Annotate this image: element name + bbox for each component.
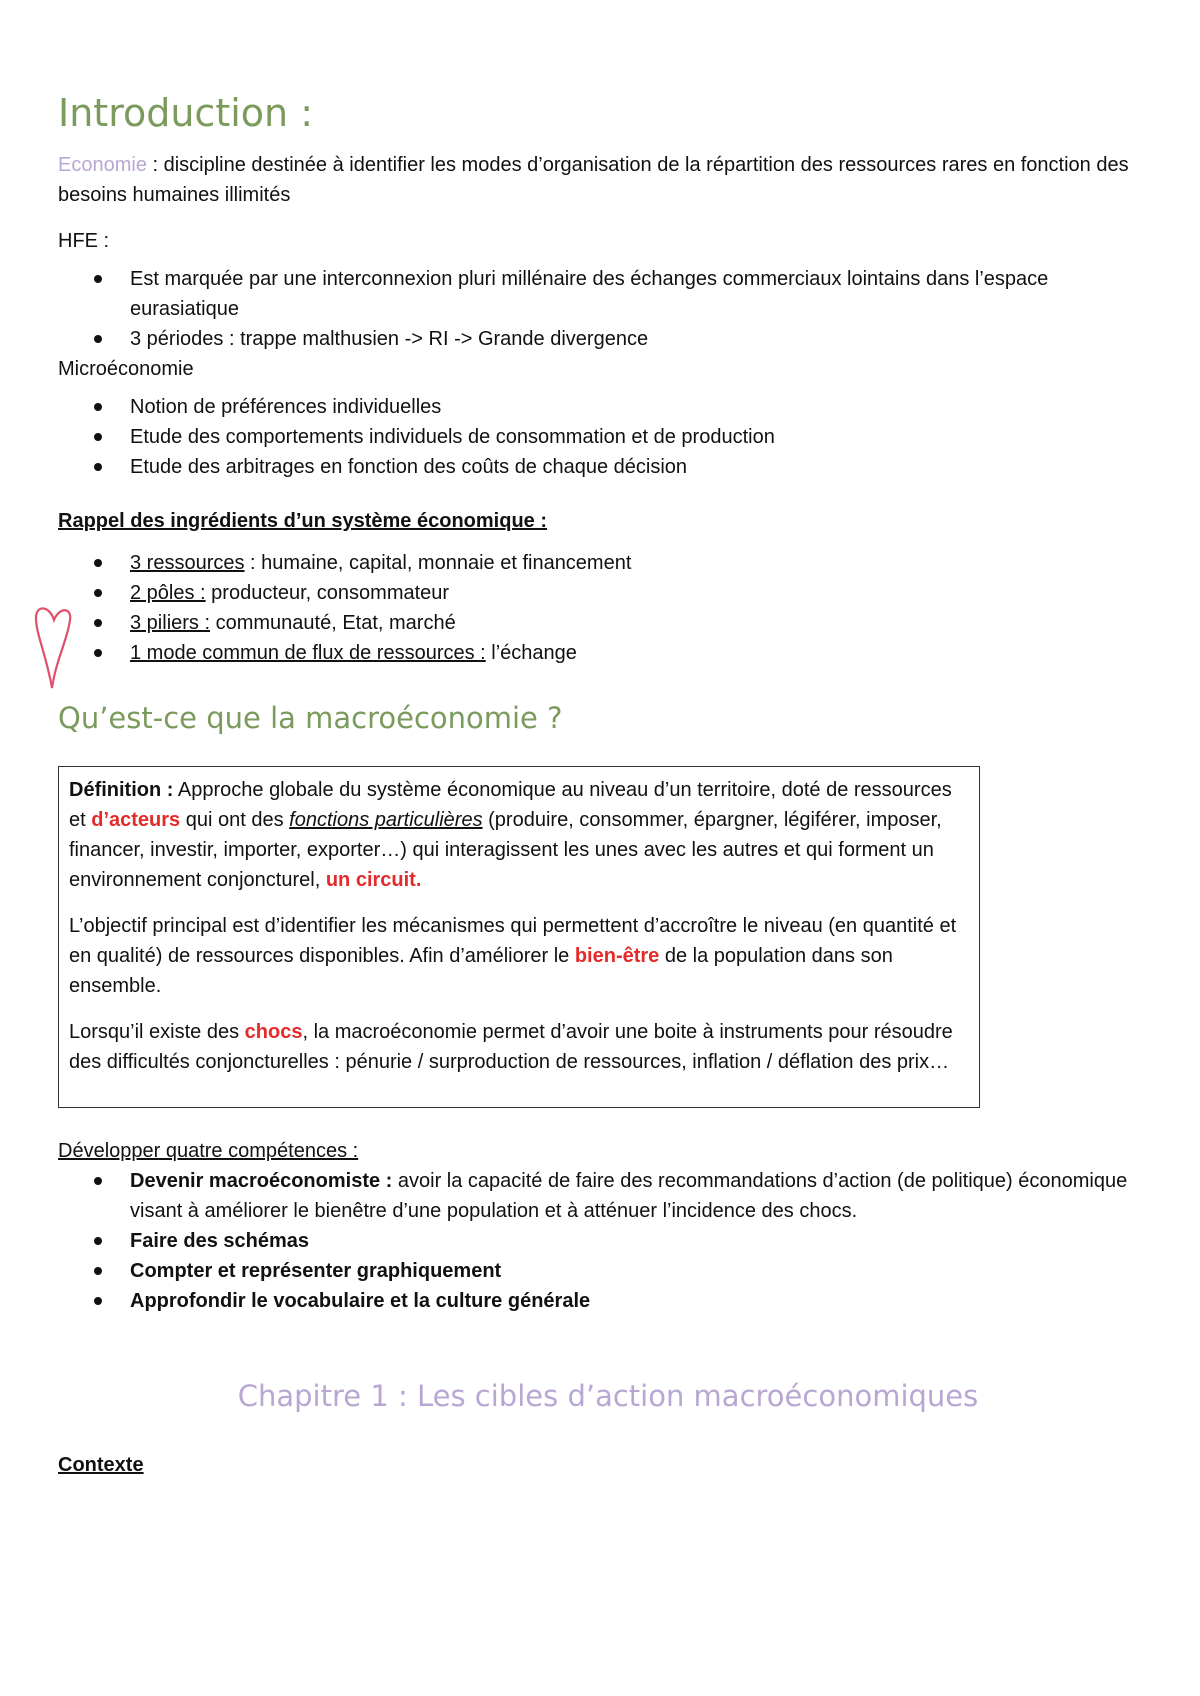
objective-text: L’objectif principal est d’identifier les mécanismes qui permettent d’accroître le niveau (en quantité et en qualité) de ressources disponibles. Afin d’améliorer le	[69, 915, 957, 967]
list-item: Est marquée par une interconnexion pluri millénaire des échanges commerciaux lointains dans l’espace eurasiatique	[130, 264, 1158, 324]
list-item: Etude des comportements individuels de consommation et de production	[130, 422, 1158, 452]
emphasis-fonctions: fonctions particulières	[289, 809, 483, 831]
rappel-list	[58, 548, 1158, 668]
objective-paragraph	[69, 911, 969, 1001]
list-item: Approfondir le vocabulaire et la culture générale	[130, 1286, 1158, 1316]
list-item	[130, 578, 1158, 608]
rappel-sep: :	[244, 552, 262, 574]
definition-text: qui ont des	[180, 809, 290, 831]
definition-label: Définition :	[69, 779, 174, 801]
hfe-list	[58, 264, 1158, 354]
highlight-acteurs: d’acteurs	[91, 809, 181, 831]
rappel-rest: humaine, capital, monnaie et financement	[261, 552, 632, 574]
definition-text: Approche globale du système économique au niveau d’un territoire, doté de ressources et	[69, 779, 952, 831]
list-item: 3 périodes : trappe malthusien -> RI -> Grande divergence	[130, 324, 1158, 354]
chapter-heading: Chapitre 1 : Les cibles d’action macroéconomiques	[237, 1379, 979, 1413]
rappel-rest: l’échange	[491, 642, 577, 664]
list-item	[130, 548, 1158, 578]
skill-title: Devenir macroéconomiste :	[130, 1170, 393, 1192]
skills-heading: Développer quatre compétences :	[58, 1140, 359, 1162]
skill-description: avoir la capacité de faire des recommandations d’action (de politique) économique visant à améliorer le bienêtre d’une population et à atténuer l’incidence des chocs.	[130, 1170, 1128, 1222]
rappel-key: 3 ressources	[130, 552, 245, 574]
hfe-label: HFE :	[58, 230, 110, 252]
list-item	[130, 638, 1158, 668]
highlight-bien-etre: bien-être	[574, 945, 660, 967]
context-label: Contexte	[58, 1454, 144, 1476]
rappel-key: 1 mode commun de flux de ressources :	[130, 642, 486, 664]
list-item	[130, 608, 1158, 638]
micro-list	[58, 392, 1158, 482]
rappel-heading: Rappel des ingrédients d’un système économique :	[58, 510, 547, 532]
skills-list	[58, 1166, 1158, 1316]
economie-definition	[58, 150, 1158, 210]
rappel-key: 2 pôles :	[130, 582, 206, 604]
list-item: Faire des schémas	[130, 1226, 1158, 1256]
highlight-circuit: un circuit.	[325, 869, 422, 891]
objective-text: de la population dans son ensemble.	[69, 945, 893, 997]
list-item: Compter et représenter graphiquement	[130, 1256, 1158, 1286]
rappel-rest: communauté, Etat, marché	[215, 612, 456, 634]
highlight-chocs: chocs	[244, 1021, 303, 1043]
definition-text: (produire, consommer, épargner, légiférer, imposer, financer, investir, importer, exporter…) qui interagissent les unes avec les autres et qui forment un environnement conjoncturel,	[69, 809, 942, 891]
economie-term: Economie	[58, 154, 147, 176]
economie-definition-text: : discipline destinée à identifier les modes d’organisation de la répartition des ressources rares en fonction des besoins humaines illimités	[58, 154, 1129, 206]
list-item: Notion de préférences individuelles	[130, 392, 1158, 422]
intro-heading: Introduction :	[58, 91, 313, 135]
chocs-text: , la macroéconomie permet d’avoir une boite à instruments pour résoudre des difficultés conjoncturelles : pénurie / surproduction de ressources, inflation / déflation des prix…	[69, 1021, 953, 1073]
document-page	[58, 90, 1158, 1480]
definition-paragraph	[69, 775, 969, 895]
chocs-paragraph	[69, 1017, 969, 1077]
micro-label: Microéconomie	[58, 358, 194, 380]
list-item	[130, 1166, 1158, 1226]
macro-heading: Qu’est-ce que la macroéconomie ?	[58, 701, 563, 735]
chocs-text: Lorsqu’il existe des	[69, 1021, 245, 1043]
list-item: Etude des arbitrages en fonction des coûts de chaque décision	[130, 452, 1158, 482]
rappel-key: 3 piliers :	[130, 612, 211, 634]
rappel-rest: producteur, consommateur	[211, 582, 450, 604]
definition-box	[58, 766, 980, 1108]
